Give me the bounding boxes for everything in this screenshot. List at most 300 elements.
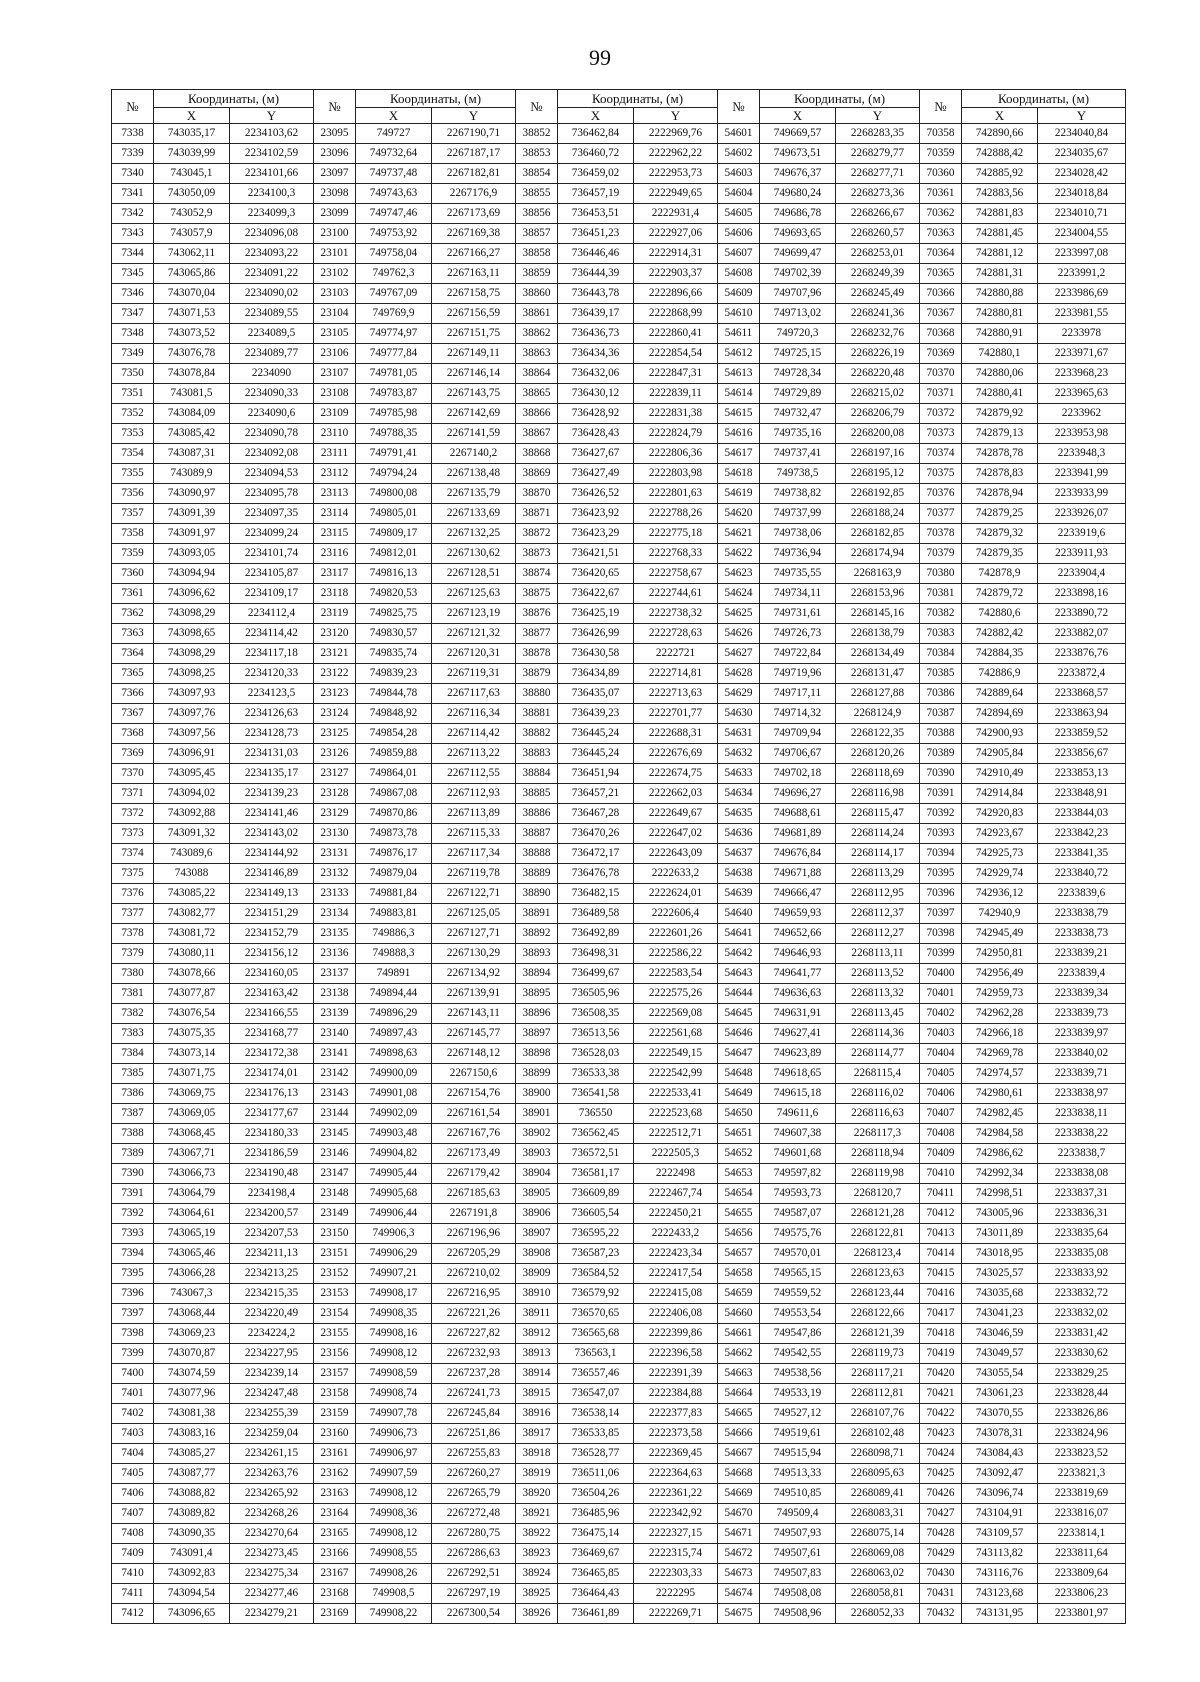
point-number: 7364 [112, 644, 154, 664]
x-coordinate: 749507,93 [760, 1524, 836, 1544]
y-coordinate: 2268114,17 [836, 844, 920, 864]
x-coordinate: 736427,49 [558, 464, 634, 484]
x-coordinate: 749714,32 [760, 704, 836, 724]
x-coordinate: 743087,77 [154, 1464, 230, 1484]
x-coordinate: 742982,45 [962, 1104, 1038, 1124]
point-number: 7408 [112, 1524, 154, 1544]
point-number: 70413 [920, 1224, 962, 1244]
point-number: 38875 [516, 584, 558, 604]
point-number: 70397 [920, 904, 962, 924]
y-coordinate: 2222303,33 [634, 1564, 718, 1584]
x-coordinate: 743093,05 [154, 544, 230, 564]
y-coordinate: 2268098,71 [836, 1444, 920, 1464]
x-coordinate: 742910,49 [962, 764, 1038, 784]
y-coordinate: 2233926,07 [1038, 504, 1126, 524]
point-number: 23115 [314, 524, 356, 544]
y-coordinate: 2234090,6 [230, 404, 314, 424]
x-coordinate: 749666,47 [760, 884, 836, 904]
y-coordinate: 2222315,74 [634, 1544, 718, 1564]
x-coordinate: 749509,4 [760, 1504, 836, 1524]
x-coordinate: 743116,76 [962, 1564, 1038, 1584]
y-coordinate: 2268192,85 [836, 484, 920, 504]
x-coordinate: 742883,56 [962, 184, 1038, 204]
point-number: 23158 [314, 1384, 356, 1404]
y-coordinate: 2267251,86 [432, 1424, 516, 1444]
table-row [112, 344, 1126, 364]
y-coordinate: 2267128,51 [432, 564, 516, 584]
point-number: 54616 [718, 424, 760, 444]
y-coordinate: 2268112,27 [836, 924, 920, 944]
y-coordinate: 2267114,42 [432, 724, 516, 744]
point-number: 70424 [920, 1444, 962, 1464]
x-coordinate: 749908,59 [356, 1364, 432, 1384]
point-number: 70399 [920, 944, 962, 964]
point-number: 7412 [112, 1604, 154, 1624]
y-coordinate: 2233842,23 [1038, 824, 1126, 844]
x-coordinate: 736504,26 [558, 1484, 634, 1504]
point-number: 54601 [718, 124, 760, 144]
y-coordinate: 2267163,11 [432, 264, 516, 284]
y-coordinate: 2234207,53 [230, 1224, 314, 1244]
point-number: 7400 [112, 1364, 154, 1384]
y-coordinate: 2233965,63 [1038, 384, 1126, 404]
point-number: 23161 [314, 1444, 356, 1464]
y-coordinate: 2234097,35 [230, 504, 314, 524]
point-number: 38916 [516, 1404, 558, 1424]
x-coordinate: 743068,45 [154, 1124, 230, 1144]
y-coordinate: 2222744,61 [634, 584, 718, 604]
table-body [112, 124, 1126, 1624]
x-coordinate: 749680,24 [760, 184, 836, 204]
x-coordinate: 743068,44 [154, 1304, 230, 1324]
point-number: 7366 [112, 684, 154, 704]
y-coordinate: 2267135,79 [432, 484, 516, 504]
x-coordinate: 743071,75 [154, 1064, 230, 1084]
x-coordinate: 749702,18 [760, 764, 836, 784]
x-coordinate: 736453,51 [558, 204, 634, 224]
point-number: 54641 [718, 924, 760, 944]
point-number: 54618 [718, 464, 760, 484]
x-coordinate: 736434,89 [558, 664, 634, 684]
y-coordinate: 2268131,47 [836, 664, 920, 684]
point-number: 7359 [112, 544, 154, 564]
x-coordinate: 742880,06 [962, 364, 1038, 384]
y-coordinate: 2268122,35 [836, 724, 920, 744]
y-coordinate: 2268182,85 [836, 524, 920, 544]
point-number: 54606 [718, 224, 760, 244]
x-coordinate: 736557,46 [558, 1364, 634, 1384]
x-coordinate: 749906,29 [356, 1244, 432, 1264]
x-coordinate: 749737,48 [356, 164, 432, 184]
x-coordinate: 749737,41 [760, 444, 836, 464]
point-number: 7392 [112, 1204, 154, 1224]
point-number: 23129 [314, 804, 356, 824]
point-number: 54602 [718, 144, 760, 164]
x-coordinate: 749781,05 [356, 364, 432, 384]
point-number: 38902 [516, 1124, 558, 1144]
point-number: 38881 [516, 704, 558, 724]
point-number: 7380 [112, 964, 154, 984]
header-x: X [962, 108, 1038, 124]
y-coordinate: 2268113,45 [836, 1004, 920, 1024]
y-coordinate: 2267117,63 [432, 684, 516, 704]
x-coordinate: 742880,6 [962, 604, 1038, 624]
x-coordinate: 749835,74 [356, 644, 432, 664]
point-number: 23132 [314, 864, 356, 884]
point-number: 70432 [920, 1604, 962, 1624]
point-number: 54662 [718, 1344, 760, 1364]
table-row [112, 1104, 1126, 1124]
y-coordinate: 2233882,07 [1038, 624, 1126, 644]
y-coordinate: 2268253,01 [836, 244, 920, 264]
x-coordinate: 742882,42 [962, 624, 1038, 644]
point-number: 23145 [314, 1124, 356, 1144]
y-coordinate: 2267120,31 [432, 644, 516, 664]
y-coordinate: 2268266,67 [836, 204, 920, 224]
x-coordinate: 749735,16 [760, 424, 836, 444]
point-number: 7403 [112, 1424, 154, 1444]
x-coordinate: 743094,54 [154, 1584, 230, 1604]
y-coordinate: 2234100,3 [230, 184, 314, 204]
point-number: 54623 [718, 564, 760, 584]
y-coordinate: 2222512,71 [634, 1124, 718, 1144]
table-row [112, 1464, 1126, 1484]
point-number: 70429 [920, 1544, 962, 1564]
x-coordinate: 743131,95 [962, 1604, 1038, 1624]
x-coordinate: 743052,9 [154, 204, 230, 224]
point-number: 7351 [112, 384, 154, 404]
point-number: 23149 [314, 1204, 356, 1224]
point-number: 54646 [718, 1024, 760, 1044]
x-coordinate: 736508,35 [558, 1004, 634, 1024]
y-coordinate: 2268107,76 [836, 1404, 920, 1424]
point-number: 54673 [718, 1564, 760, 1584]
point-number: 70417 [920, 1304, 962, 1324]
point-number: 54631 [718, 724, 760, 744]
y-coordinate: 2233816,07 [1038, 1504, 1126, 1524]
point-number: 70388 [920, 724, 962, 744]
y-coordinate: 2233991,2 [1038, 264, 1126, 284]
table-row [112, 664, 1126, 684]
y-coordinate: 2267176,9 [432, 184, 516, 204]
y-coordinate: 2267123,19 [432, 604, 516, 624]
x-coordinate: 736528,03 [558, 1044, 634, 1064]
y-coordinate: 2234255,39 [230, 1404, 314, 1424]
point-number: 7382 [112, 1004, 154, 1024]
point-number: 54603 [718, 164, 760, 184]
y-coordinate: 2222396,58 [634, 1344, 718, 1364]
y-coordinate: 2222606,4 [634, 904, 718, 924]
y-coordinate: 2268273,36 [836, 184, 920, 204]
point-number: 70373 [920, 424, 962, 444]
point-number: 23119 [314, 604, 356, 624]
point-number: 23162 [314, 1464, 356, 1484]
y-coordinate: 2268245,49 [836, 284, 920, 304]
y-coordinate: 2267113,89 [432, 804, 516, 824]
y-coordinate: 2222377,83 [634, 1404, 718, 1424]
y-coordinate: 2233859,52 [1038, 724, 1126, 744]
y-coordinate: 2267272,48 [432, 1504, 516, 1524]
y-coordinate: 2268232,76 [836, 324, 920, 344]
point-number: 7374 [112, 844, 154, 864]
x-coordinate: 749859,88 [356, 744, 432, 764]
point-number: 23159 [314, 1404, 356, 1424]
x-coordinate: 743092,88 [154, 804, 230, 824]
x-coordinate: 749673,51 [760, 144, 836, 164]
table-row [112, 784, 1126, 804]
point-number: 38911 [516, 1304, 558, 1324]
y-coordinate: 2222575,26 [634, 984, 718, 1004]
point-number: 70403 [920, 1024, 962, 1044]
y-coordinate: 2222801,63 [634, 484, 718, 504]
x-coordinate: 742878,78 [962, 444, 1038, 464]
x-coordinate: 736461,89 [558, 1604, 634, 1624]
x-coordinate: 749908,17 [356, 1284, 432, 1304]
point-number: 54607 [718, 244, 760, 264]
y-coordinate: 2267140,2 [432, 444, 516, 464]
point-number: 38889 [516, 864, 558, 884]
y-coordinate: 2267143,11 [432, 1004, 516, 1024]
x-coordinate: 736444,39 [558, 264, 634, 284]
y-coordinate: 2268089,41 [836, 1484, 920, 1504]
point-number: 54645 [718, 1004, 760, 1024]
x-coordinate: 736513,56 [558, 1024, 634, 1044]
x-coordinate: 743098,65 [154, 624, 230, 644]
x-coordinate: 736581,17 [558, 1164, 634, 1184]
y-coordinate: 2234166,55 [230, 1004, 314, 1024]
point-number: 70404 [920, 1044, 962, 1064]
x-coordinate: 736459,02 [558, 164, 634, 184]
point-number: 7348 [112, 324, 154, 344]
y-coordinate: 2268138,79 [836, 624, 920, 644]
x-coordinate: 749631,91 [760, 1004, 836, 1024]
table-row [112, 1244, 1126, 1264]
point-number: 54608 [718, 264, 760, 284]
table-row [112, 1144, 1126, 1164]
x-coordinate: 749611,6 [760, 1104, 836, 1124]
y-coordinate: 2222806,36 [634, 444, 718, 464]
point-number: 38901 [516, 1104, 558, 1124]
point-number: 23124 [314, 704, 356, 724]
x-coordinate: 749696,27 [760, 784, 836, 804]
table-row [112, 404, 1126, 424]
point-number: 7385 [112, 1064, 154, 1084]
point-number: 70378 [920, 524, 962, 544]
y-coordinate: 2222269,71 [634, 1604, 718, 1624]
x-coordinate: 749825,75 [356, 604, 432, 624]
y-coordinate: 2267173,49 [432, 1144, 516, 1164]
point-number: 38897 [516, 1024, 558, 1044]
x-coordinate: 743097,76 [154, 704, 230, 724]
point-number: 7338 [112, 124, 154, 144]
table-row [112, 804, 1126, 824]
x-coordinate: 742894,69 [962, 704, 1038, 724]
y-coordinate: 2234139,23 [230, 784, 314, 804]
y-coordinate: 2234096,08 [230, 224, 314, 244]
x-coordinate: 749905,68 [356, 1184, 432, 1204]
y-coordinate: 2222721 [634, 644, 718, 664]
point-number: 54633 [718, 764, 760, 784]
point-number: 38866 [516, 404, 558, 424]
point-number: 38896 [516, 1004, 558, 1024]
table-row [112, 284, 1126, 304]
x-coordinate: 743025,57 [962, 1264, 1038, 1284]
y-coordinate: 2222860,41 [634, 324, 718, 344]
point-number: 70398 [920, 924, 962, 944]
table-row [112, 1204, 1126, 1224]
point-number: 70380 [920, 564, 962, 584]
point-number: 38925 [516, 1584, 558, 1604]
y-coordinate: 2222384,88 [634, 1384, 718, 1404]
x-coordinate: 749908,16 [356, 1324, 432, 1344]
y-coordinate: 2268153,96 [836, 584, 920, 604]
y-coordinate: 2234152,79 [230, 924, 314, 944]
y-coordinate: 2234010,71 [1038, 204, 1126, 224]
point-number: 23155 [314, 1324, 356, 1344]
point-number: 38855 [516, 184, 558, 204]
y-coordinate: 2222953,73 [634, 164, 718, 184]
point-number: 7356 [112, 484, 154, 504]
y-coordinate: 2268112,81 [836, 1384, 920, 1404]
x-coordinate: 736469,67 [558, 1544, 634, 1564]
x-coordinate: 749722,84 [760, 644, 836, 664]
header-coordinates: Координаты, (м) [962, 90, 1126, 108]
y-coordinate: 2222831,38 [634, 404, 718, 424]
point-number: 38909 [516, 1264, 558, 1284]
point-number: 7399 [112, 1344, 154, 1364]
y-coordinate: 2268121,28 [836, 1204, 920, 1224]
x-coordinate: 749908,26 [356, 1564, 432, 1584]
x-coordinate: 736427,67 [558, 444, 634, 464]
point-number: 23144 [314, 1104, 356, 1124]
x-coordinate: 743096,65 [154, 1604, 230, 1624]
x-coordinate: 749848,92 [356, 704, 432, 724]
x-coordinate: 749738,06 [760, 524, 836, 544]
x-coordinate: 749575,76 [760, 1224, 836, 1244]
y-coordinate: 2222549,15 [634, 1044, 718, 1064]
header-number: № [314, 90, 356, 124]
point-number: 38883 [516, 744, 558, 764]
point-number: 70363 [920, 224, 962, 244]
y-coordinate: 2233986,69 [1038, 284, 1126, 304]
y-coordinate: 2268095,63 [836, 1464, 920, 1484]
y-coordinate: 2267112,93 [432, 784, 516, 804]
x-coordinate: 736563,1 [558, 1344, 634, 1364]
y-coordinate: 2222417,54 [634, 1264, 718, 1284]
x-coordinate: 749870,86 [356, 804, 432, 824]
y-coordinate: 2268277,71 [836, 164, 920, 184]
x-coordinate: 736482,15 [558, 884, 634, 904]
y-coordinate: 2267143,75 [432, 384, 516, 404]
x-coordinate: 742986,62 [962, 1144, 1038, 1164]
x-coordinate: 749777,84 [356, 344, 432, 364]
x-coordinate: 743066,28 [154, 1264, 230, 1284]
point-number: 7404 [112, 1444, 154, 1464]
y-coordinate: 2234099,3 [230, 204, 314, 224]
point-number: 23163 [314, 1484, 356, 1504]
y-coordinate: 2233836,31 [1038, 1204, 1126, 1224]
y-coordinate: 2268188,24 [836, 504, 920, 524]
x-coordinate: 749908,5 [356, 1584, 432, 1604]
table-row [112, 744, 1126, 764]
x-coordinate: 742959,73 [962, 984, 1038, 1004]
point-number: 38891 [516, 904, 558, 924]
table-row [112, 984, 1126, 1004]
table-row [112, 144, 1126, 164]
point-number: 70386 [920, 684, 962, 704]
point-number: 38872 [516, 524, 558, 544]
point-number: 38898 [516, 1044, 558, 1064]
y-coordinate: 2268241,36 [836, 304, 920, 324]
y-coordinate: 2234099,24 [230, 524, 314, 544]
point-number: 70431 [920, 1584, 962, 1604]
point-number: 7375 [112, 864, 154, 884]
x-coordinate: 736476,78 [558, 864, 634, 884]
x-coordinate: 736587,23 [558, 1244, 634, 1264]
y-coordinate: 2233839,73 [1038, 1004, 1126, 1024]
x-coordinate: 743062,11 [154, 244, 230, 264]
x-coordinate: 742884,35 [962, 644, 1038, 664]
point-number: 23118 [314, 584, 356, 604]
x-coordinate: 736533,38 [558, 1064, 634, 1084]
header-x: X [760, 108, 836, 124]
point-number: 70426 [920, 1484, 962, 1504]
y-coordinate: 2234160,05 [230, 964, 314, 984]
x-coordinate: 736445,24 [558, 744, 634, 764]
point-number: 70428 [920, 1524, 962, 1544]
x-coordinate: 742881,45 [962, 224, 1038, 244]
y-coordinate: 2267166,27 [432, 244, 516, 264]
y-coordinate: 2234149,13 [230, 884, 314, 904]
y-coordinate: 2222586,22 [634, 944, 718, 964]
point-number: 70425 [920, 1464, 962, 1484]
y-coordinate: 2267221,26 [432, 1304, 516, 1324]
y-coordinate: 2234089,55 [230, 304, 314, 324]
x-coordinate: 743005,96 [962, 1204, 1038, 1224]
y-coordinate: 2268206,79 [836, 404, 920, 424]
y-coordinate: 2233832,02 [1038, 1304, 1126, 1324]
point-number: 7357 [112, 504, 154, 524]
point-number: 70361 [920, 184, 962, 204]
x-coordinate: 743085,22 [154, 884, 230, 904]
point-number: 23107 [314, 364, 356, 384]
x-coordinate: 736457,21 [558, 784, 634, 804]
point-number: 38871 [516, 504, 558, 524]
x-coordinate: 749905,44 [356, 1164, 432, 1184]
point-number: 54650 [718, 1104, 760, 1124]
y-coordinate: 2267138,48 [432, 464, 516, 484]
y-coordinate: 2234089,77 [230, 344, 314, 364]
x-coordinate: 743078,31 [962, 1424, 1038, 1444]
y-coordinate: 2268127,88 [836, 684, 920, 704]
y-coordinate: 2267145,77 [432, 1024, 516, 1044]
x-coordinate: 749725,15 [760, 344, 836, 364]
x-coordinate: 749676,37 [760, 164, 836, 184]
point-number: 23098 [314, 184, 356, 204]
point-number: 38877 [516, 624, 558, 644]
x-coordinate: 742878,94 [962, 484, 1038, 504]
x-coordinate: 742974,57 [962, 1064, 1038, 1084]
x-coordinate: 742889,64 [962, 684, 1038, 704]
y-coordinate: 2222949,65 [634, 184, 718, 204]
point-number: 7341 [112, 184, 154, 204]
y-coordinate: 2267115,33 [432, 824, 516, 844]
point-number: 23105 [314, 324, 356, 344]
point-number: 23125 [314, 724, 356, 744]
x-coordinate: 736432,06 [558, 364, 634, 384]
point-number: 38908 [516, 1244, 558, 1264]
point-number: 70408 [920, 1124, 962, 1144]
